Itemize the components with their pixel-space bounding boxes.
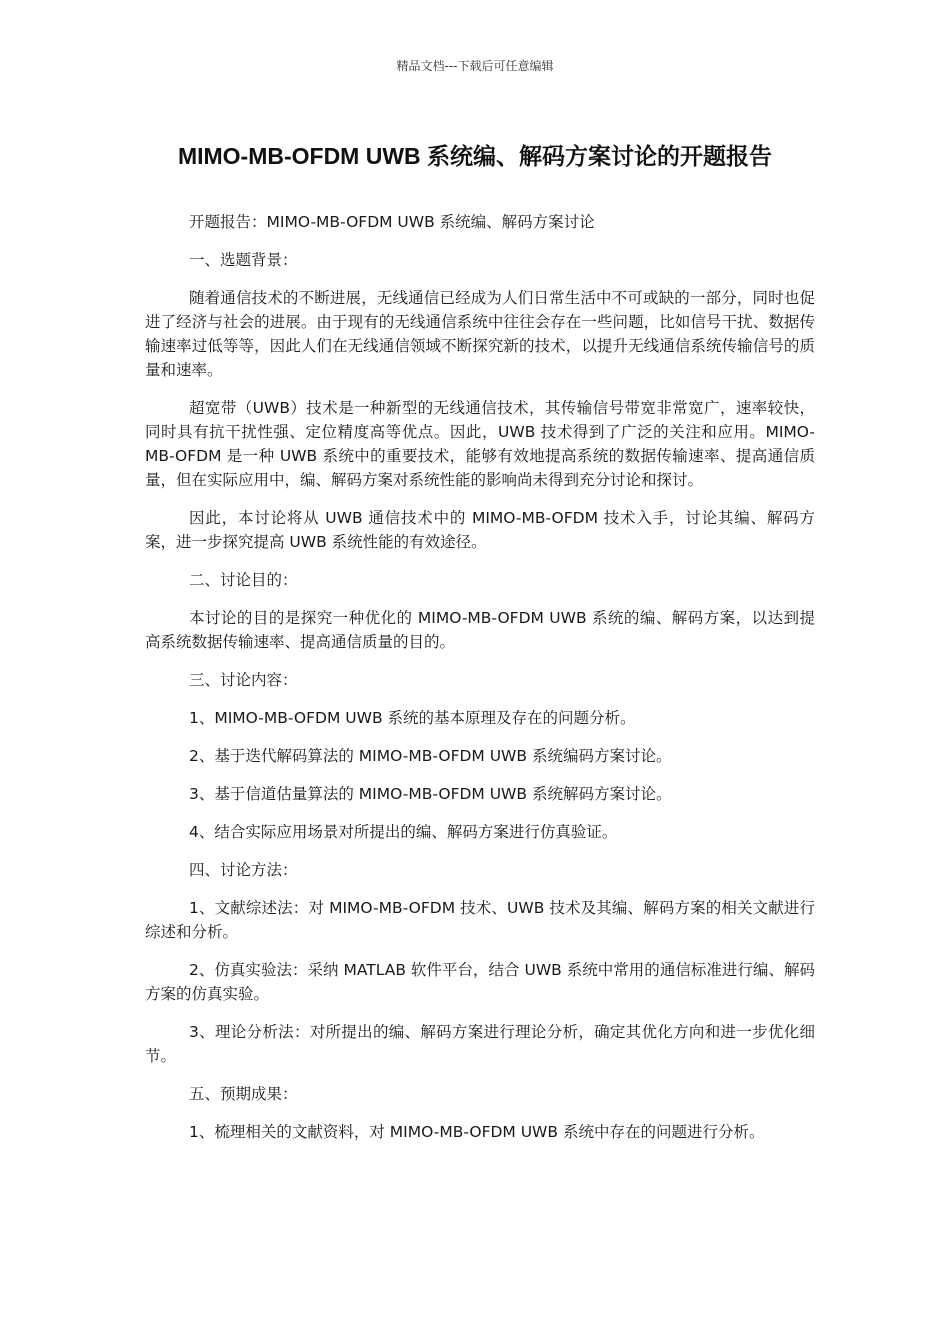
section-heading-methods: 四、讨论方法： bbox=[189, 861, 298, 879]
list-item: 1、MIMO-MB-OFDM UWB 系统的基本原理及存在的问题分析。 bbox=[189, 709, 636, 727]
section-heading-background: 一、选题背景： bbox=[189, 251, 298, 269]
paragraph: 超宽带（UWB）技术是一种新型的无线通信技术，其传输信号带宽非常宽广，速率较快，同时具有抗干扰性强、定位精度高等优点。因此，UWB 技术得到了广泛的关注和应用。MIMO-MB-OFDM 是一种 UWB 系统中的重要技术，能够有效地提高系统的数据传输速率、提高通信质量，但在实际应用中，编、解码方案对系统性能的影响尚未得到充分讨论和探讨。 bbox=[145, 399, 815, 489]
paragraph-report-subject: 开题报告：MIMO-MB-OFDM UWB 系统编、解码方案讨论 bbox=[189, 213, 595, 231]
list-item: 3、理论分析法：对所提出的编、解码方案进行理论分析，确定其优化方向和进一步优化细节。 bbox=[145, 1023, 815, 1065]
list-item: 2、基于迭代解码算法的 MIMO-MB-OFDM UWB 系统编码方案讨论。 bbox=[189, 747, 672, 765]
document-body bbox=[145, 210, 815, 1158]
list-item: 3、基于信道估量算法的 MIMO-MB-OFDM UWB 系统解码方案讨论。 bbox=[189, 785, 672, 803]
list-item: 4、结合实际应用场景对所提出的编、解码方案进行仿真验证。 bbox=[189, 823, 618, 841]
list-item: 1、文献综述法：对 MIMO-MB-OFDM 技术、UWB 技术及其编、解码方案的相关文献进行综述和分析。 bbox=[145, 899, 815, 941]
header-note: 精品文档---下载后可任意编辑 bbox=[396, 59, 554, 73]
section-heading-purpose: 二、讨论目的： bbox=[189, 571, 298, 589]
section-heading-expected-results: 五、预期成果： bbox=[189, 1085, 298, 1103]
list-item: 1、梳理相关的文献资料，对 MIMO-MB-OFDM UWB 系统中存在的问题进行分析。 bbox=[189, 1123, 765, 1141]
document-title: MIMO-MB-OFDM UWB 系统编、解码方案讨论的开题报告 bbox=[177, 143, 773, 169]
paragraph: 因此，本讨论将从 UWB 通信技术中的 MIMO-MB-OFDM 技术入手，讨论其编、解码方案，进一步探究提高 UWB 系统性能的有效途径。 bbox=[145, 509, 815, 551]
list-item: 2、仿真实验法：采纳 MATLAB 软件平台，结合 UWB 系统中常用的通信标准进行编、解码方案的仿真实验。 bbox=[145, 961, 815, 1003]
paragraph: 随着通信技术的不断进展，无线通信已经成为人们日常生活中不可或缺的一部分，同时也促进了经济与社会的进展。由于现有的无线通信系统中往往会存在一些问题，比如信号干扰、数据传输速率过低等等，因此人们在无线通信领域不断探究新的技术，以提升无线通信系统传输信号的质量和速率。 bbox=[145, 289, 815, 379]
paragraph: 本讨论的目的是探究一种优化的 MIMO-MB-OFDM UWB 系统的编、解码方案，以达到提高系统数据传输速率、提高通信质量的目的。 bbox=[145, 609, 815, 651]
section-heading-content: 三、讨论内容： bbox=[189, 671, 298, 689]
